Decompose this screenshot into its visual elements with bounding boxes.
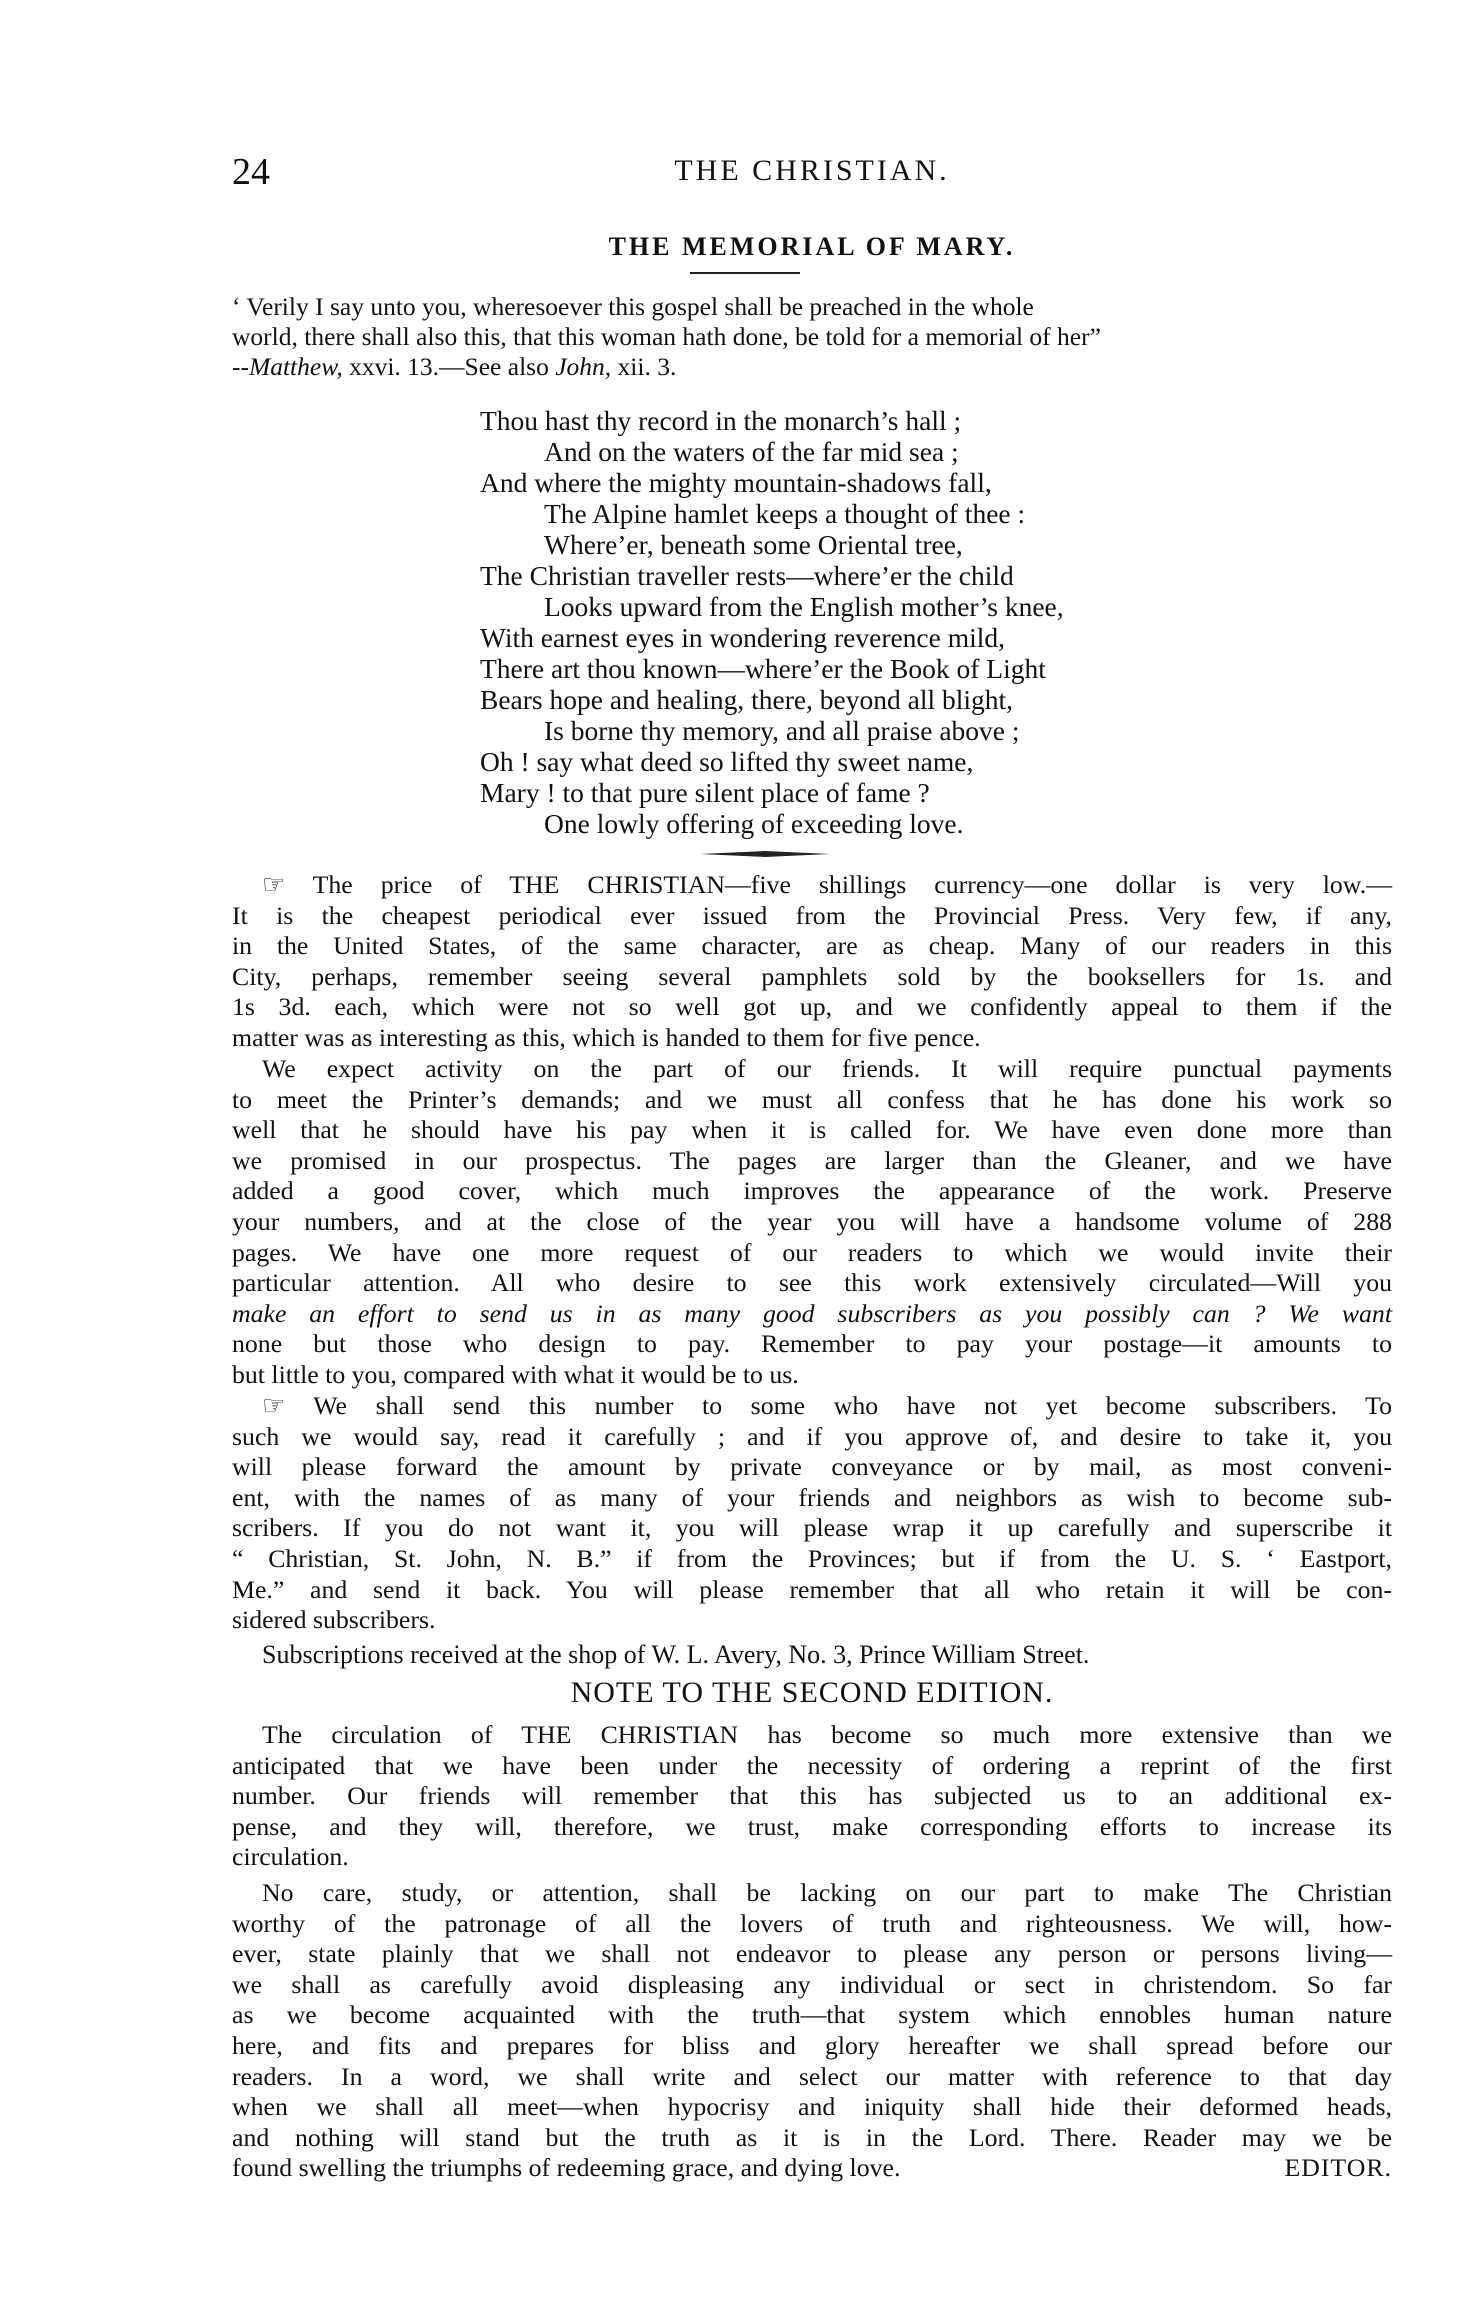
text-line: such we would say, read it carefully ; and if you approve of, and desire to take it, you — [232, 1421, 1392, 1451]
ornament-divider — [700, 850, 830, 858]
note-heading: NOTE TO THE SECOND EDITION. — [570, 1676, 1054, 1709]
text-line: ☞ We shall send this number to some who have not yet become subscribers. To — [262, 1391, 1392, 1420]
text-line: City, perhaps, remember seeing several pamphlets sold by the booksellers for 1s. and — [232, 961, 1392, 991]
text-line: will please forward the amount by private conveyance or by mail, as most conveni- — [232, 1452, 1392, 1482]
text-line: circulation. — [232, 1842, 349, 1872]
text-line: ent, with the names of as many of your friends and neighbors as wish to become sub- — [232, 1482, 1392, 1512]
poem-verse: And where the mighty mountain-shadows fall, — [480, 467, 992, 498]
page-header — [232, 150, 1392, 200]
text-line: we shall as carefully avoid displeasing any individual or sect in christendom. So far — [232, 1969, 1392, 1999]
poem-verse: Is borne thy memory, and all praise above ; — [544, 715, 1020, 746]
activity-notice — [232, 1054, 1392, 1391]
note-paragraph-1 — [232, 1720, 1392, 1873]
text-line: Me.” and send it back. You will please remember that all who retain it will be con- — [232, 1574, 1392, 1604]
text-line: here, and fits and prepares for bliss and glory hereafter we shall spread before our — [232, 2030, 1392, 2060]
text-line: We expect activity on the part of our friends. It will require punctual payments — [262, 1054, 1392, 1083]
text-line: and nothing will stand but the truth as it is in the Lord. There. Reader may we be — [232, 2122, 1392, 2152]
text-line: pages. We have one more request of our readers to which we would invite their — [232, 1237, 1392, 1267]
text-line: The circulation of THE CHRISTIAN has become so much more extensive than we — [262, 1720, 1392, 1749]
poem-verse: And on the waters of the far mid sea ; — [544, 436, 959, 467]
poem-verse: Mary ! to that pure silent place of fame ? — [480, 777, 930, 808]
article-title: THE MEMORIAL OF MARY. — [608, 232, 1016, 261]
text-line: scribers. If you do not want it, you will please wrap it up carefully and superscribe it — [232, 1513, 1392, 1543]
text-line: when we shall all meet—when hypocrisy and iniquity shall hide their deformed heads, — [232, 2092, 1392, 2122]
text-line: make an effort to send us in as many good subscribers as you possibly can ? We want — [232, 1298, 1392, 1328]
text-line — [232, 2153, 1392, 2184]
poem-verse: Oh ! say what deed so lifted thy sweet name, — [480, 746, 974, 777]
text-line: “ Christian, St. John, N. B.” if from the Provinces; but if from the U. S. ‘ Eastport, — [232, 1543, 1392, 1573]
text-line: 1s 3d. each, which were not so well got up, and we confidently appeal to them if the — [232, 992, 1392, 1022]
text-line: pense, and they will, therefore, we trust, make corresponding efforts to increase its — [232, 1811, 1392, 1841]
text-line: but little to you, compared with what it would be to us. — [232, 1359, 799, 1389]
text-line: your numbers, and at the close of the year you will have a handsome volume of 288 — [232, 1206, 1392, 1236]
poem-verse: Where’er, beneath some Oriental tree, — [544, 529, 963, 560]
reference-text: xii. 3. — [611, 352, 677, 381]
reference-text: xxvi. 13.—See also — [342, 352, 556, 381]
text-line: well that he should have his pay when it is called for. We have even done more than — [232, 1115, 1392, 1145]
poem-verse: There art thou known—where’er the Book of Light — [480, 653, 1046, 684]
text-line: number. Our friends will remember that this has subjected us to an additional ex- — [232, 1781, 1392, 1811]
text-line-content: found swelling the triumphs of redeeming grace, and dying love. — [232, 2153, 901, 2183]
page-number: 24 — [232, 151, 270, 193]
epigraph-line: ‘ Verily I say unto you, wheresoever this gospel shall be preached in the whole — [232, 292, 1034, 321]
text-line: readers. In a word, we shall write and select our matter with reference to that day — [232, 2061, 1392, 2091]
poem-verse: Looks upward from the English mother’s knee, — [544, 591, 1064, 622]
poem-verse: The Christian traveller rests—where’er the child — [480, 560, 1014, 591]
poem-verse: Thou hast thy record in the monarch’s hall ; — [480, 405, 962, 436]
text-line: matter was as interesting as this, which is handed to them for five pence. — [232, 1022, 981, 1052]
running-title: THE CHRISTIAN. — [674, 154, 950, 187]
text-line: particular attention. All who desire to see this work extensively circulated—Will you — [232, 1268, 1392, 1298]
subscriptions-line: Subscriptions received at the shop of W. L. Avery, No. 3, Prince William Street. — [262, 1640, 1090, 1669]
poem-verse: With earnest eyes in wondering reverence mild, — [480, 622, 1006, 653]
title-rule — [690, 272, 800, 274]
editor-signature: EDITOR. — [1284, 2153, 1392, 2183]
text-line: as we become acquainted with the truth—that system which ennobles human nature — [232, 2000, 1392, 2030]
reference-matthew: --Matthew, — [232, 352, 343, 381]
subscribers-notice — [232, 1391, 1392, 1636]
text-line: worthy of the patronage of all the lovers of truth and righteousness. We will, how- — [232, 1908, 1392, 1938]
poem-verse: Bears hope and healing, there, beyond all blight, — [480, 684, 1014, 715]
text-line: we promised in our prospectus. The pages are larger than the Gleaner, and we have — [232, 1145, 1392, 1175]
reference-john: John, — [555, 352, 612, 381]
epigraph-reference — [232, 352, 1392, 382]
epigraph — [232, 292, 1392, 382]
poem-verse: The Alpine hamlet keeps a thought of thee : — [544, 498, 1026, 529]
text-line: No care, study, or attention, shall be lacking on our part to make The Christian — [262, 1878, 1392, 1907]
text-line: ever, state plainly that we shall not endeavor to please any person or persons living— — [232, 1939, 1392, 1969]
text-line: ☞ The price of THE CHRISTIAN—five shillings currency—one dollar is very low.— — [262, 870, 1392, 899]
note-paragraph-2 — [232, 1878, 1392, 2184]
poem — [480, 405, 1240, 839]
text-line: anticipated that we have been under the necessity of ordering a reprint of the first — [232, 1750, 1392, 1780]
poem-verse: One lowly offering of exceeding love. — [544, 808, 964, 839]
text-line: sidered subscribers. — [232, 1605, 436, 1635]
text-line: added a good cover, which much improves the appearance of the work. Preserve — [232, 1176, 1392, 1206]
text-line: It is the cheapest periodical ever issued from the Provincial Press. Very few, if any, — [232, 900, 1392, 930]
price-notice — [232, 870, 1392, 1054]
epigraph-line: world, there shall also this, that this woman hath done, be told for a memorial of her” — [232, 322, 1101, 351]
text-line: to meet the Printer’s demands; and we must all confess that he has done his work so — [232, 1084, 1392, 1114]
text-line: none but those who design to pay. Remember to pay your postage—it amounts to — [232, 1329, 1392, 1359]
text-line: in the United States, of the same character, are as cheap. Many of our readers in this — [232, 931, 1392, 961]
